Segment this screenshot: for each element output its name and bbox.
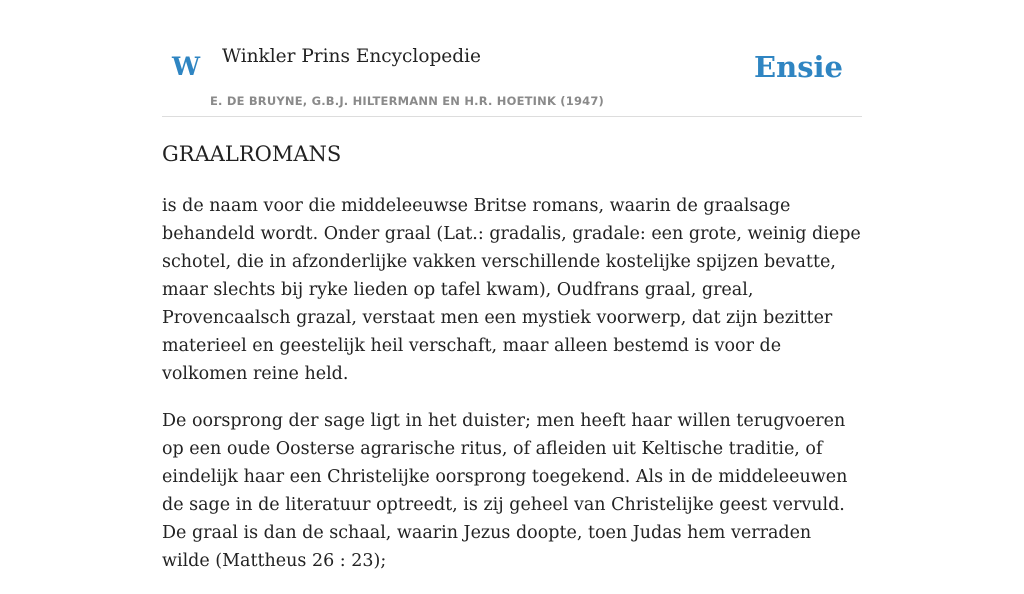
article-body	[162, 192, 862, 594]
article-paragraph: De oorsprong der sage ligt in het duister; men heeft haar willen terugvoeren op een oude Oosterse agrarische ritus, of afleiden uit Keltische traditie, of eindelijk haar een Christelijke oorsprong toegekend. Als in de middeleeuwen de sage in de literatuur optreedt, is zij geheel van Christelijke geest vervuld. De graal is dan de schaal, waarin Jezus doopte, toen Judas hem verraden wilde (Mattheus 26 : 23);	[162, 411, 848, 571]
article-title: GRAALROMANS	[162, 142, 342, 166]
ensie-logo[interactable]: Ensie	[754, 50, 843, 84]
publication-title[interactable]: Winkler Prins Encyclopedie	[222, 46, 481, 67]
article-paragraph: is de naam voor die middeleeuwse Britse romans, waarin de graalsage behandeld wordt. Onder graal (Lat.: gradalis, gradale: een grote, weinig diepe schotel, die in afzonderlijke vakken verschillende kostelijke spijzen bevatte, maar slechts bij ryke lieden op tafel kwam), Oudfrans graal, greal, Provencaalsch grazal, verstaat men een mystiek voorwerp, dat zijn bezitter materieel en geestelijk heil verschaft, maar alleen bestemd is voor de volkomen reine held.	[162, 196, 861, 384]
site-header	[162, 0, 862, 117]
publication-authors: E. DE BRUYNE, G.B.J. HILTERMANN EN H.R. HOETINK (1947)	[210, 94, 605, 108]
winkler-prins-logo[interactable]: W	[172, 52, 201, 81]
article-page	[162, 0, 862, 571]
